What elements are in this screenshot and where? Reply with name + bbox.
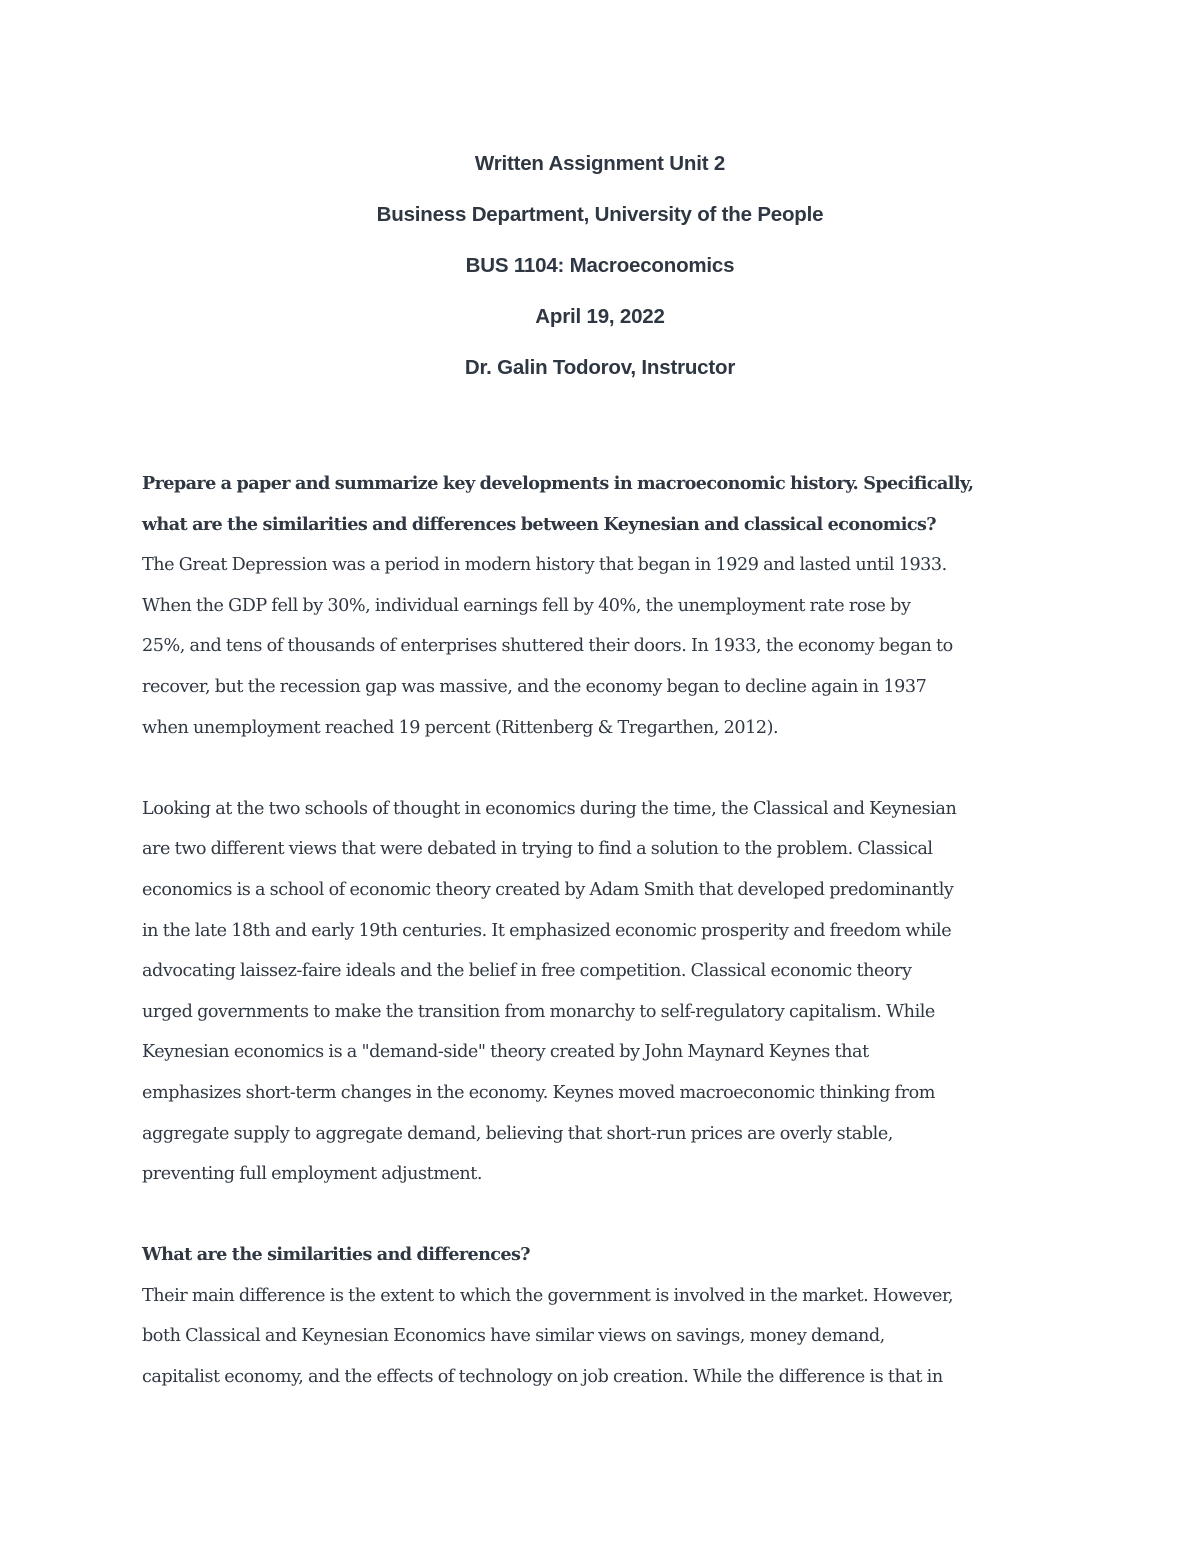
paragraph-spacer [142, 748, 1062, 789]
paragraph-line: 25%, and tens of thousands of enterprises shuttered their doors. In 1933, the economy began to [142, 636, 953, 657]
assignment-title: Written Assignment Unit 2 [474, 152, 726, 175]
title-block [0, 138, 1200, 393]
date-line: April 19, 2022 [535, 305, 665, 328]
paragraph-line: aggregate supply to aggregate demand, believing that short-run prices are overly stable, [142, 1123, 893, 1144]
paragraph-spacer [142, 1195, 1062, 1236]
paragraph-line: Their main difference is the extent to which the government is involved in the market. However, [142, 1285, 954, 1306]
paragraph-line: are two different views that were debated in trying to find a solution to the problem. Classical [142, 839, 933, 860]
question-line: Prepare a paper and summarize key developments in macroeconomic history. Specifically, [142, 473, 974, 494]
paragraph-line: when unemployment reached 19 percent (Rittenberg & Tregarthen, 2012). [142, 717, 779, 738]
paragraph-line: Keynesian economics is a "demand-side" theory created by John Maynard Keynes that [142, 1042, 869, 1063]
question-line: what are the similarities and differences between Keynesian and classical economics? [142, 513, 937, 535]
paragraph-line: urged governments to make the transition from monarchy to self-regulatory capitalism. While [142, 1001, 935, 1022]
section-heading: What are the similarities and differences? [142, 1244, 530, 1266]
paragraph-line: Looking at the two schools of thought in economics during the time, the Classical and Keynesian [142, 798, 957, 819]
paragraph-line: recover, but the recession gap was massive, and the economy began to decline again in 1937 [142, 676, 927, 697]
paragraph-line: When the GDP fell by 30%, individual earnings fell by 40%, the unemployment rate rose by [142, 595, 911, 616]
instructor-line: Dr. Galin Todorov, Instructor [464, 356, 736, 379]
paragraph-line: emphasizes short-term changes in the economy. Keynes moved macroeconomic thinking from [142, 1082, 935, 1103]
body-text [142, 464, 1062, 1398]
course-line: BUS 1104: Macroeconomics [465, 254, 735, 277]
paragraph-line: capitalist economy, and the effects of technology on job creation. While the difference is that in [142, 1367, 943, 1388]
paragraph-line: both Classical and Keynesian Economics have similar views on savings, money demand, [142, 1326, 885, 1347]
paragraph-line: in the late 18th and early 19th centuries. It emphasized economic prosperity and freedom while [142, 920, 952, 941]
paragraph-line: The Great Depression was a period in modern history that began in 1929 and lasted until 1933. [142, 555, 947, 576]
paragraph-line: preventing full employment adjustment. [142, 1164, 483, 1185]
paragraph-line: economics is a school of economic theory created by Adam Smith that developed predominantly [142, 879, 954, 900]
paragraph-line: advocating laissez-faire ideals and the belief in free competition. Classical economic theory [142, 961, 912, 982]
department-line: Business Department, University of the People [376, 203, 824, 226]
